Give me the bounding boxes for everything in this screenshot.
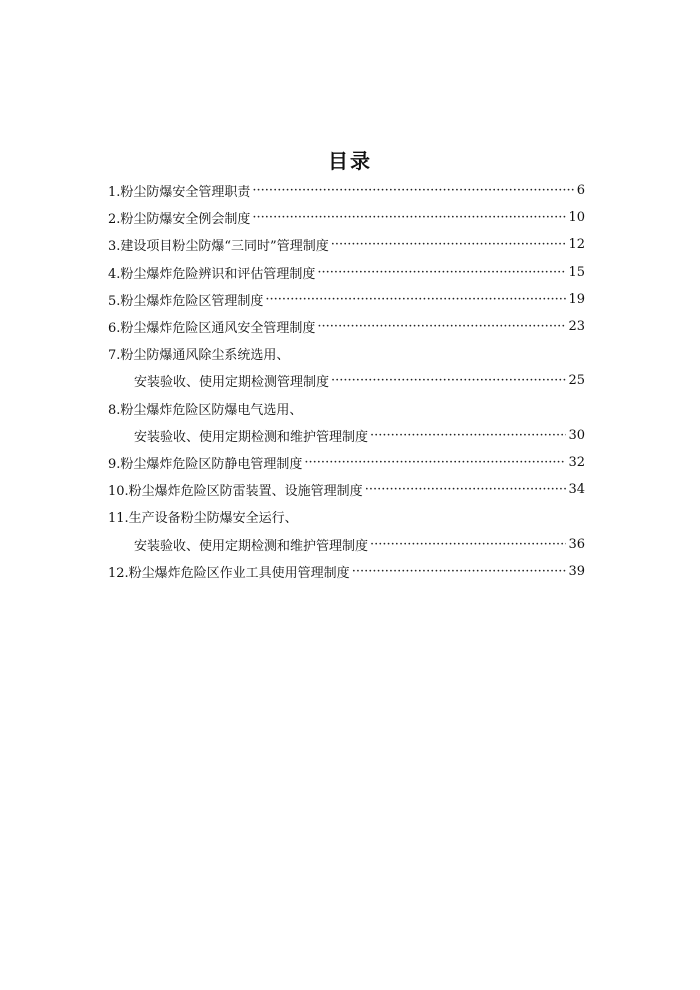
toc-entry-title: 2.粉尘防爆安全例会制度 (108, 212, 251, 228)
toc-leader-dots (252, 210, 566, 225)
toc-entry-page: 12 (568, 237, 585, 253)
toc-entry[interactable] (108, 395, 585, 422)
toc-entry[interactable] (108, 313, 585, 340)
toc-entry[interactable] (108, 177, 585, 204)
toc-entry-continuation[interactable] (108, 367, 585, 394)
toc-entry-continuation[interactable] (108, 422, 585, 449)
toc-entry-page: 19 (568, 291, 585, 307)
toc-entry[interactable] (108, 259, 585, 286)
toc-entry-page: 30 (568, 427, 585, 443)
toc-entry-title: 7.粉尘防爆通风除尘系统选用、 (108, 348, 290, 364)
toc-entry[interactable] (108, 204, 585, 231)
toc-leader-dots (370, 428, 566, 443)
toc-leader-dots (352, 564, 567, 579)
toc-leader-dots (370, 537, 566, 552)
toc-leader-dots (265, 292, 566, 307)
toc-entry-title: 12.粉尘爆炸危险区作业工具使用管理制度 (108, 565, 350, 581)
toc-entry-page: 32 (568, 454, 585, 470)
toc-entry-title: 11.生产设备粉尘防爆安全运行、 (108, 511, 298, 527)
toc-entry-title: 8.粉尘爆炸危险区防爆电气选用、 (108, 402, 303, 418)
toc-entry[interactable] (108, 286, 585, 313)
toc-entry[interactable] (108, 231, 585, 258)
toc-entry-title: 10.粉尘爆炸危险区防雷装置、设施管理制度 (108, 484, 363, 500)
toc-entry-title: 安装验收、使用定期检测和维护管理制度 (134, 429, 369, 445)
toc-entry[interactable] (108, 476, 585, 503)
toc-leader-dots (331, 237, 567, 252)
toc-entry-page: 25 (568, 373, 585, 389)
toc-entry-title: 5.粉尘爆炸危险区管理制度 (108, 293, 264, 309)
toc-entry-page: 15 (568, 264, 585, 280)
toc-entry[interactable] (108, 340, 585, 367)
toc-entry-page: 10 (568, 210, 585, 226)
toc-entry-title: 6.粉尘爆炸危险区通风安全管理制度 (108, 321, 316, 337)
toc-entry-continuation[interactable] (108, 530, 585, 557)
toc-entry-page: 34 (568, 482, 585, 498)
toc-entry[interactable] (108, 449, 585, 476)
toc-leader-dots (304, 455, 566, 470)
toc-leader-dots (317, 319, 566, 334)
toc-leader-dots (317, 265, 566, 280)
toc-entry-title: 1.粉尘防爆安全管理职责 (108, 185, 251, 201)
table-of-contents (108, 177, 585, 585)
toc-entry-page: 6 (576, 183, 585, 199)
toc-entry-title: 9.粉尘爆炸危险区防静电管理制度 (108, 456, 303, 472)
toc-entry-title: 安装验收、使用定期检测和维护管理制度 (134, 538, 369, 554)
toc-leader-dots (365, 482, 567, 497)
toc-title: 目录 (328, 149, 372, 173)
toc-entry-title: 4.粉尘爆炸危险辨识和评估管理制度 (108, 266, 316, 282)
toc-leader-dots (331, 373, 566, 388)
toc-entry-page: 36 (568, 536, 585, 552)
toc-entry-title: 3.建设项目粉尘防爆“三同时”管理制度 (108, 239, 329, 255)
toc-entry[interactable] (108, 503, 585, 530)
toc-entry-page: 23 (568, 319, 585, 335)
toc-entry-page: 39 (568, 563, 585, 579)
toc-entry[interactable] (108, 558, 585, 585)
toc-entry-title: 安装验收、使用定期检测管理制度 (134, 375, 330, 391)
toc-leader-dots (252, 183, 574, 198)
